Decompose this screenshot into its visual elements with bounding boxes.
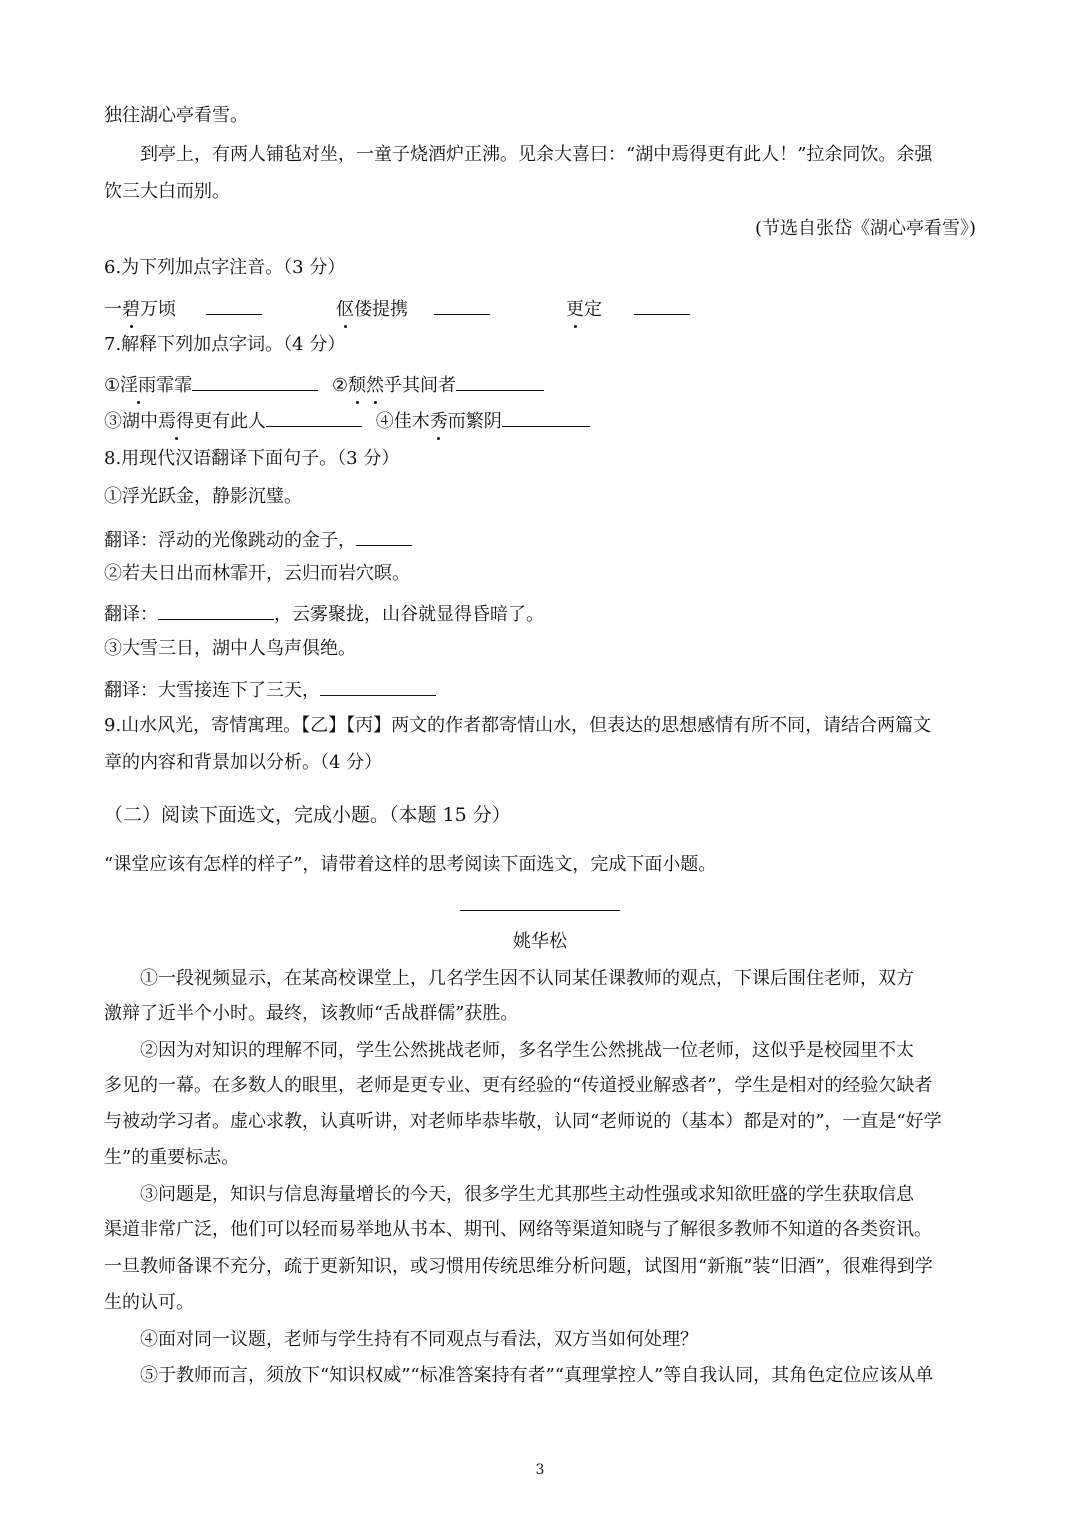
question-8-translation-3: 翻译：大雪接连下了三天， (104, 677, 436, 703)
answer-blank[interactable] (320, 677, 436, 696)
question-6-prompt: 6.为下列加点字注音。（3 分） (104, 257, 346, 278)
answer-blank[interactable] (456, 372, 544, 391)
answer-blank[interactable] (356, 527, 412, 546)
article-line: 一旦教师备课不充分，疏于更新知识，或习惯用传统思维分析问题，试图用“新瓶”装“旧酒”，很难得到学 (104, 1256, 933, 1277)
article-line: 激辩了近半个小时。最终，该教师“舌战群儒”获胜。 (104, 1003, 519, 1024)
article-line: ④面对同一议题，老师与学生持有不同观点与看法，双方当如何处理？ (140, 1329, 698, 1350)
answer-blank[interactable] (192, 372, 318, 391)
article-line: 渠道非常广泛，他们可以轻而易举地从书本、期刊、网络等渠道知晓与了解很多教师不知道的各类资讯。 (104, 1219, 932, 1240)
answer-blank[interactable] (434, 296, 490, 315)
article-line: ①一段视频显示，在某高校课堂上，几名学生因不认同某任课教师的观点，下课后围住老师，双方 (140, 968, 914, 989)
question-6-item-2: 伛偻提携 (336, 296, 490, 322)
question-8-translation-1: 翻译：浮动的光像跳动的金子， (104, 527, 412, 553)
section-intro: “课堂应该有怎样的样子”，请带着这样的思考阅读下面选文，完成下面小题。 (104, 854, 717, 875)
section-heading: （二）阅读下面选文，完成小题。（本题 15 分） (104, 804, 511, 826)
dotted-char: 焉得 (158, 411, 194, 432)
dotted-char: 更 (566, 299, 584, 320)
answer-blank[interactable] (158, 601, 274, 620)
answer-blank[interactable] (502, 408, 590, 427)
question-8-sentence-3: ③大雪三日，湖中人鸟声俱绝。 (104, 638, 356, 659)
article-line: ③问题是，知识与信息海量增长的今天，很多学生尤其那些主动性强或求知欲旺盛的学生获取信息 (140, 1184, 914, 1205)
answer-blank[interactable] (266, 408, 362, 427)
article-line: 多见的一幕。在多数人的眼里，老师是更专业、更有经验的“传道授业解惑者”，学生是相对的经验欠缺者 (104, 1075, 933, 1096)
question-7-prompt: 7.解释下列加点字词。（4 分） (104, 334, 346, 355)
dotted-char: 秀 (429, 411, 448, 432)
article-line: ⑤于教师而言，须放下“知识权威”“标准答案持有者”“真理掌控人”等自我认同，其角色定位应该从单 (140, 1365, 934, 1386)
dotted-char: 淫雨 (120, 375, 157, 396)
question-7-row-1: ①淫雨霏霏 ②颓然乎其间者 (104, 372, 544, 398)
passage-source: (节选自张岱《湖心亭看雪》) (754, 218, 976, 239)
answer-blank[interactable] (206, 296, 262, 315)
article-line: 与被动学习者。虚心求教，认真听讲，对老师毕恭毕敬，认同“老师说的（基本）都是对的”，一直是“好学 (104, 1111, 942, 1132)
dotted-char: 颓 (348, 375, 367, 396)
question-8-translation-2: 翻译： ，云雾聚拢，山谷就显得昏暗了。 (104, 601, 544, 627)
question-8-sentence-1: ①浮光跃金，静影沉璧。 (104, 486, 302, 507)
article-line: 生的认可。 (104, 1292, 194, 1313)
title-blank[interactable] (460, 910, 620, 911)
dotted-char: 碧 (122, 299, 140, 320)
question-8-prompt: 8.用现代汉语翻译下面句子。（3 分） (104, 448, 400, 469)
question-9-line: 9.山水风光，寄情寓理。【乙】【丙】两文的作者都寄情山水，但表达的思想感情有所不同，请结合两篇文 (104, 715, 932, 736)
article-author: 姚华松 (513, 931, 567, 952)
answer-blank[interactable] (634, 296, 690, 315)
article-line: 生”的重要标志。 (104, 1147, 240, 1168)
page-number: 3 (535, 1462, 545, 1478)
question-9-line: 章的内容和背景加以分析。（4 分） (104, 752, 383, 773)
question-6-item-1: 一碧万顷 (104, 296, 262, 322)
question-8-sentence-2: ②若夫日出而林霏开，云归而岩穴暝。 (104, 563, 410, 584)
passage-line: 饮三大白而别。 (104, 181, 230, 202)
question-7-row-2: ③湖中焉得更有此人 ④佳木秀而繁阴 (104, 408, 590, 434)
question-6-item-3: 更定 (566, 296, 690, 322)
dotted-char: 伛 (336, 299, 354, 320)
dotted-char: 然 (366, 375, 385, 396)
passage-line: 到亭上，有两人铺毡对坐，一童子烧酒炉正沸。见余大喜曰：“湖中焉得更有此人！”拉余同饮。余强 (140, 144, 933, 165)
passage-line: 独往湖心亭看雪。 (104, 105, 248, 126)
article-line: ②因为对知识的理解不同，学生公然挑战老师，多名学生公然挑战一位老师，这似乎是校园里不太 (140, 1040, 914, 1061)
